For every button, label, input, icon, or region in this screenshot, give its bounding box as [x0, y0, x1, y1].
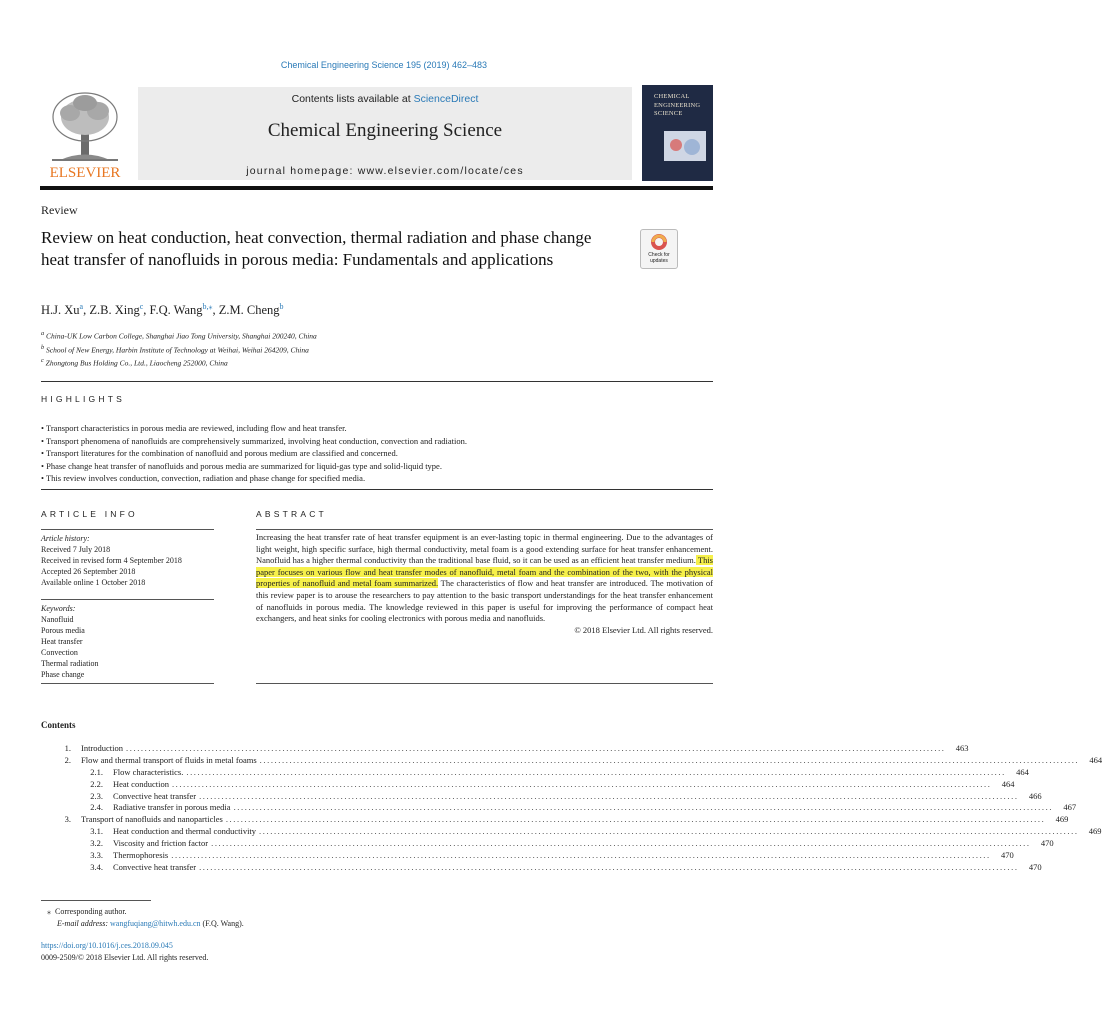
highlights-list: [41, 422, 713, 485]
toc-entry-page[interactable]: 463: [955, 743, 969, 753]
author-email-link[interactable]: wangfuqiang@hitwh.edu.cn: [110, 919, 201, 928]
cover-line: ENGINEERING: [654, 101, 701, 109]
cover-line: CHEMICAL: [654, 93, 690, 100]
article-type-label: Review: [41, 203, 78, 217]
author-affiliation-mark[interactable]: a: [79, 302, 84, 311]
toc-entry[interactable]: [41, 814, 1069, 826]
highlights-heading: HIGHLIGHTS: [41, 394, 125, 404]
toc-entry-page[interactable]: 464: [1001, 778, 1015, 789]
history-item: Accepted 26 September 2018: [41, 567, 136, 576]
toc-entry-number: 3.3.: [90, 850, 103, 861]
toc-entry[interactable]: [41, 861, 1042, 874]
keyword-item: Heat transfer: [41, 637, 83, 646]
author-name: Z.B. Xing: [89, 303, 140, 318]
toc-entry-number: 2.4.: [90, 802, 103, 813]
affiliation-mark: b: [41, 343, 45, 351]
toc-entry-number: 2.1.: [90, 766, 103, 777]
abstract-body: [256, 532, 713, 636]
author-separator: ,: [212, 303, 219, 318]
toc-leader-dots: ............................................................................................................................................................................................................................: [199, 861, 1019, 872]
toc-entry[interactable]: [41, 802, 1077, 814]
toc-entry-page[interactable]: 470: [1040, 838, 1054, 849]
toc-leader-dots: ............................................................................................................................................................................................................................: [171, 778, 992, 789]
toc-leader-dots: ............................................................................................................................................................................................................................: [259, 754, 1080, 765]
highlight-item: • Transport phenomena of nanofluids are comprehensively summarized, involving heat conduction, convection and radiation.: [41, 435, 713, 448]
author-name: H.J. Xu: [41, 303, 80, 318]
highlight-item: • Transport characteristics in porous media are reviewed, including flow and heat transfer.: [41, 422, 713, 435]
toc-entry-title[interactable]: Thermophoresis: [113, 850, 169, 861]
toc-leader-dots: ............................................................................................................................................................................................................................: [171, 850, 991, 861]
history-item: Received in revised form 4 September 2018: [41, 556, 182, 565]
affiliation-list: [41, 328, 317, 369]
abstract-copyright: © 2018 Elsevier Ltd. All rights reserved.: [574, 624, 713, 635]
keywords-label: Keywords:: [41, 604, 76, 613]
cover-title: [654, 93, 700, 119]
toc-entry-page[interactable]: 464: [1016, 766, 1029, 777]
check-for-updates-button[interactable]: [640, 229, 678, 269]
toc-entry[interactable]: [41, 838, 1054, 850]
toc-entry-title[interactable]: Flow and thermal transport of fluids in metal foams: [81, 754, 257, 765]
svg-text:ELSEVIER: ELSEVIER: [49, 165, 121, 181]
author-name: F.Q. Wang: [149, 303, 203, 318]
author-affiliation-mark[interactable]: b: [279, 302, 284, 311]
journal-homepage-link[interactable]: journal homepage: www.elsevier.com/locate/ces: [246, 165, 524, 177]
keyword-item: Nanofluid: [41, 615, 74, 624]
toc-entry[interactable]: [41, 850, 1014, 862]
toc-leader-dots: ............................................................................................................................................................................................................................: [211, 838, 1031, 849]
highlights-top-rule: [41, 381, 713, 382]
toc-entry-page[interactable]: 470: [1001, 850, 1014, 861]
doi-link[interactable]: https://doi.org/10.1016/j.ces.2018.09.045: [41, 941, 173, 950]
toc-entry-number: 2.3.: [90, 790, 103, 801]
affiliation-item: [41, 342, 317, 356]
toc-entry-title[interactable]: Transport of nanofluids and nanoparticles: [81, 814, 223, 825]
toc-entry-number: 3.2.: [90, 838, 103, 849]
affiliation-mark: c: [41, 357, 44, 364]
journal-cover-image: [642, 85, 713, 181]
toc-entry-page[interactable]: 467: [1063, 802, 1077, 813]
toc-entry[interactable]: [41, 778, 1015, 791]
keyword-item: Thermal radiation: [41, 659, 99, 668]
sciencedirect-link[interactable]: ScienceDirect: [413, 93, 479, 105]
keyword-item: Porous media: [41, 626, 85, 635]
abstract-text: Increasing the heat transfer rate of heat transfer equipment is an ever-lasting topic in thermal engineering. Due to the advantages of light weight, high specific surface, high thermal conductivity, metal foam is a good extending surface for heat transfer enhancement. Nanofluid has a higher thermal conductivity than the traditional base fluid, so it can be used as an efficient heat transfer medium.: [256, 532, 713, 566]
abstract-text: The characteristics of flow and heat transfer are introduced. The motivation of this review paper is to arouse the researchers to pay attention to the basic transport understandings for the heat transfer enhancement of nanofluids in porous media. The knowledge reviewed in this paper is useful for improving the performance of compact heat exchangers, and heat sinks for cooling electronics with porous media and nanofluids.: [256, 578, 713, 624]
footnote-mark: ⁎: [47, 907, 51, 916]
check-for-updates-label: Check for updates: [648, 252, 670, 264]
toc-leader-dots: ............................................................................................................................................................................................................................: [186, 766, 1006, 777]
abstract-highlighted-text: This paper focuses on various flow and heat transfer modes of nanofluid, metal foam and the combination of the two, with the physical properties of nanofluid and metal foam summarized.: [256, 555, 713, 589]
contents-available-prefix: Contents lists available at: [291, 93, 414, 105]
toc-entry-number: 2.: [64, 754, 71, 765]
toc-entry[interactable]: [41, 766, 1029, 779]
keyword-item: Phase change: [41, 670, 85, 679]
toc-entry-number: 3.1.: [90, 826, 103, 837]
author-separator: ,: [83, 303, 90, 318]
cover-line: SCIENCE: [654, 110, 683, 117]
footnote-rule: [41, 900, 151, 901]
article-info-rule: [41, 529, 214, 530]
toc-entry-page[interactable]: 470: [1028, 861, 1042, 872]
highlight-item: • Transport literatures for the combination of nanofluid and porous medium are classified and concerned.: [41, 447, 713, 460]
crossmark-icon: [641, 230, 677, 252]
email-label: E-mail address:: [57, 919, 109, 928]
email-owner: (F.Q. Wang).: [202, 919, 244, 928]
journal-title: Chemical Engineering Science: [267, 120, 503, 141]
abstract-top-rule: [256, 529, 713, 530]
author-affiliation-mark[interactable]: c: [139, 302, 144, 311]
corresponding-label: Corresponding author.: [55, 907, 127, 916]
toc-entry[interactable]: [41, 826, 1102, 838]
history-item: Available online 1 October 2018: [41, 578, 146, 587]
article-info-heading: ARTICLE INFO: [41, 509, 138, 519]
toc-leader-dots: ............................................................................................................................................................................................................................: [225, 814, 1046, 825]
toc-entry-number: 3.4.: [90, 861, 103, 872]
highlight-item: • Phase change heat transfer of nanofluids and porous media are summarized for liquid-gas type and solid-liquid type.: [41, 460, 713, 473]
toc-entry-page[interactable]: 469: [1055, 814, 1069, 825]
toc-entry-page[interactable]: 469: [1088, 826, 1102, 837]
keywords-rule: [41, 599, 214, 600]
affiliation-text: School of New Energy, Harbin Institute of Technology at Weihai, Weihai 264209, China: [46, 345, 309, 354]
article-history: [41, 533, 216, 588]
toc-entry-title[interactable]: Radiative transfer in porous media: [113, 802, 231, 813]
journal-reference-link[interactable]: Chemical Engineering Science 195 (2019) 462–483: [280, 60, 488, 70]
history-item: Received 7 July 2018: [41, 545, 111, 554]
highlights-bottom-rule: [41, 489, 713, 490]
elsevier-logo: [40, 87, 130, 180]
table-of-contents: [41, 743, 1102, 874]
keywords-block: [41, 603, 216, 680]
toc-entry[interactable]: [41, 754, 1102, 767]
author-list: [41, 302, 284, 318]
toc-leader-dots: ............................................................................................................................................................................................................................: [233, 802, 1054, 813]
affiliation-mark: a: [41, 330, 45, 337]
affiliation-text: Zhongtong Bus Holding Co., Ltd., Liaocheng 252000, China: [45, 358, 228, 368]
toc-entry-title[interactable]: Convective heat transfer: [113, 861, 197, 872]
toc-entry-page[interactable]: 466: [1028, 790, 1042, 801]
toc-entry-number: 3.: [64, 814, 71, 825]
article-title: Review on heat conduction, heat convection, thermal radiation and phase change heat transfer of nanofluids in porous media: Fundamentals and applications: [41, 228, 592, 269]
author-affiliation-mark[interactable]: b,⁎: [202, 302, 213, 311]
toc-entry-number: 1.: [64, 743, 71, 753]
contents-available-line: [138, 93, 632, 105]
footer: [41, 940, 208, 964]
toc-entry-title[interactable]: Heat conduction: [113, 778, 169, 789]
affiliation-text: China-UK Low Carbon College, Shanghai Jiao Tong University, Shanghai 200240, China: [46, 331, 317, 341]
highlight-item: • This review involves conduction, convection, radiation and phase change for specified media.: [41, 472, 713, 485]
elsevier-tree-icon: [40, 87, 130, 180]
author-separator: ,: [143, 303, 150, 318]
author-name: Z.M. Cheng: [218, 303, 280, 318]
keyword-item: Convection: [41, 648, 78, 657]
issn-copyright: 0009-2509/© 2018 Elsevier Ltd. All rights reserved.: [41, 953, 209, 962]
toc-entry[interactable]: [41, 743, 969, 755]
history-label: Article history:: [41, 534, 90, 543]
keywords-bottom-rule: [41, 683, 214, 684]
toc-entry-title[interactable]: Introduction: [81, 743, 124, 753]
toc-entry-title[interactable]: Viscosity and friction factor: [113, 838, 209, 849]
abstract-heading: ABSTRACT: [256, 509, 327, 519]
abstract-bottom-rule: [256, 683, 713, 684]
affiliation-item: [41, 355, 317, 369]
toc-leader-dots: ............................................................................................................................................................................................................................: [259, 826, 1079, 837]
toc-entry-title[interactable]: Convective heat transfer: [113, 790, 197, 801]
contents-heading: Contents: [41, 720, 76, 730]
toc-entry-number: 2.2.: [90, 778, 103, 789]
affiliation-item: [41, 328, 317, 342]
toc-entry-page[interactable]: 464: [1089, 754, 1102, 765]
toc-entry-title[interactable]: Heat conduction and thermal conductivity: [113, 826, 257, 837]
corresponding-author-footnote: [41, 906, 244, 930]
toc-entry-title[interactable]: Flow characteristics.: [113, 766, 184, 777]
cover-graphic: [664, 131, 706, 161]
toc-leader-dots: ............................................................................................................................................................................................................................: [126, 743, 946, 753]
header-rule: [40, 186, 713, 190]
toc-leader-dots: ............................................................................................................................................................................................................................: [199, 790, 1019, 801]
toc-entry[interactable]: [41, 790, 1042, 803]
